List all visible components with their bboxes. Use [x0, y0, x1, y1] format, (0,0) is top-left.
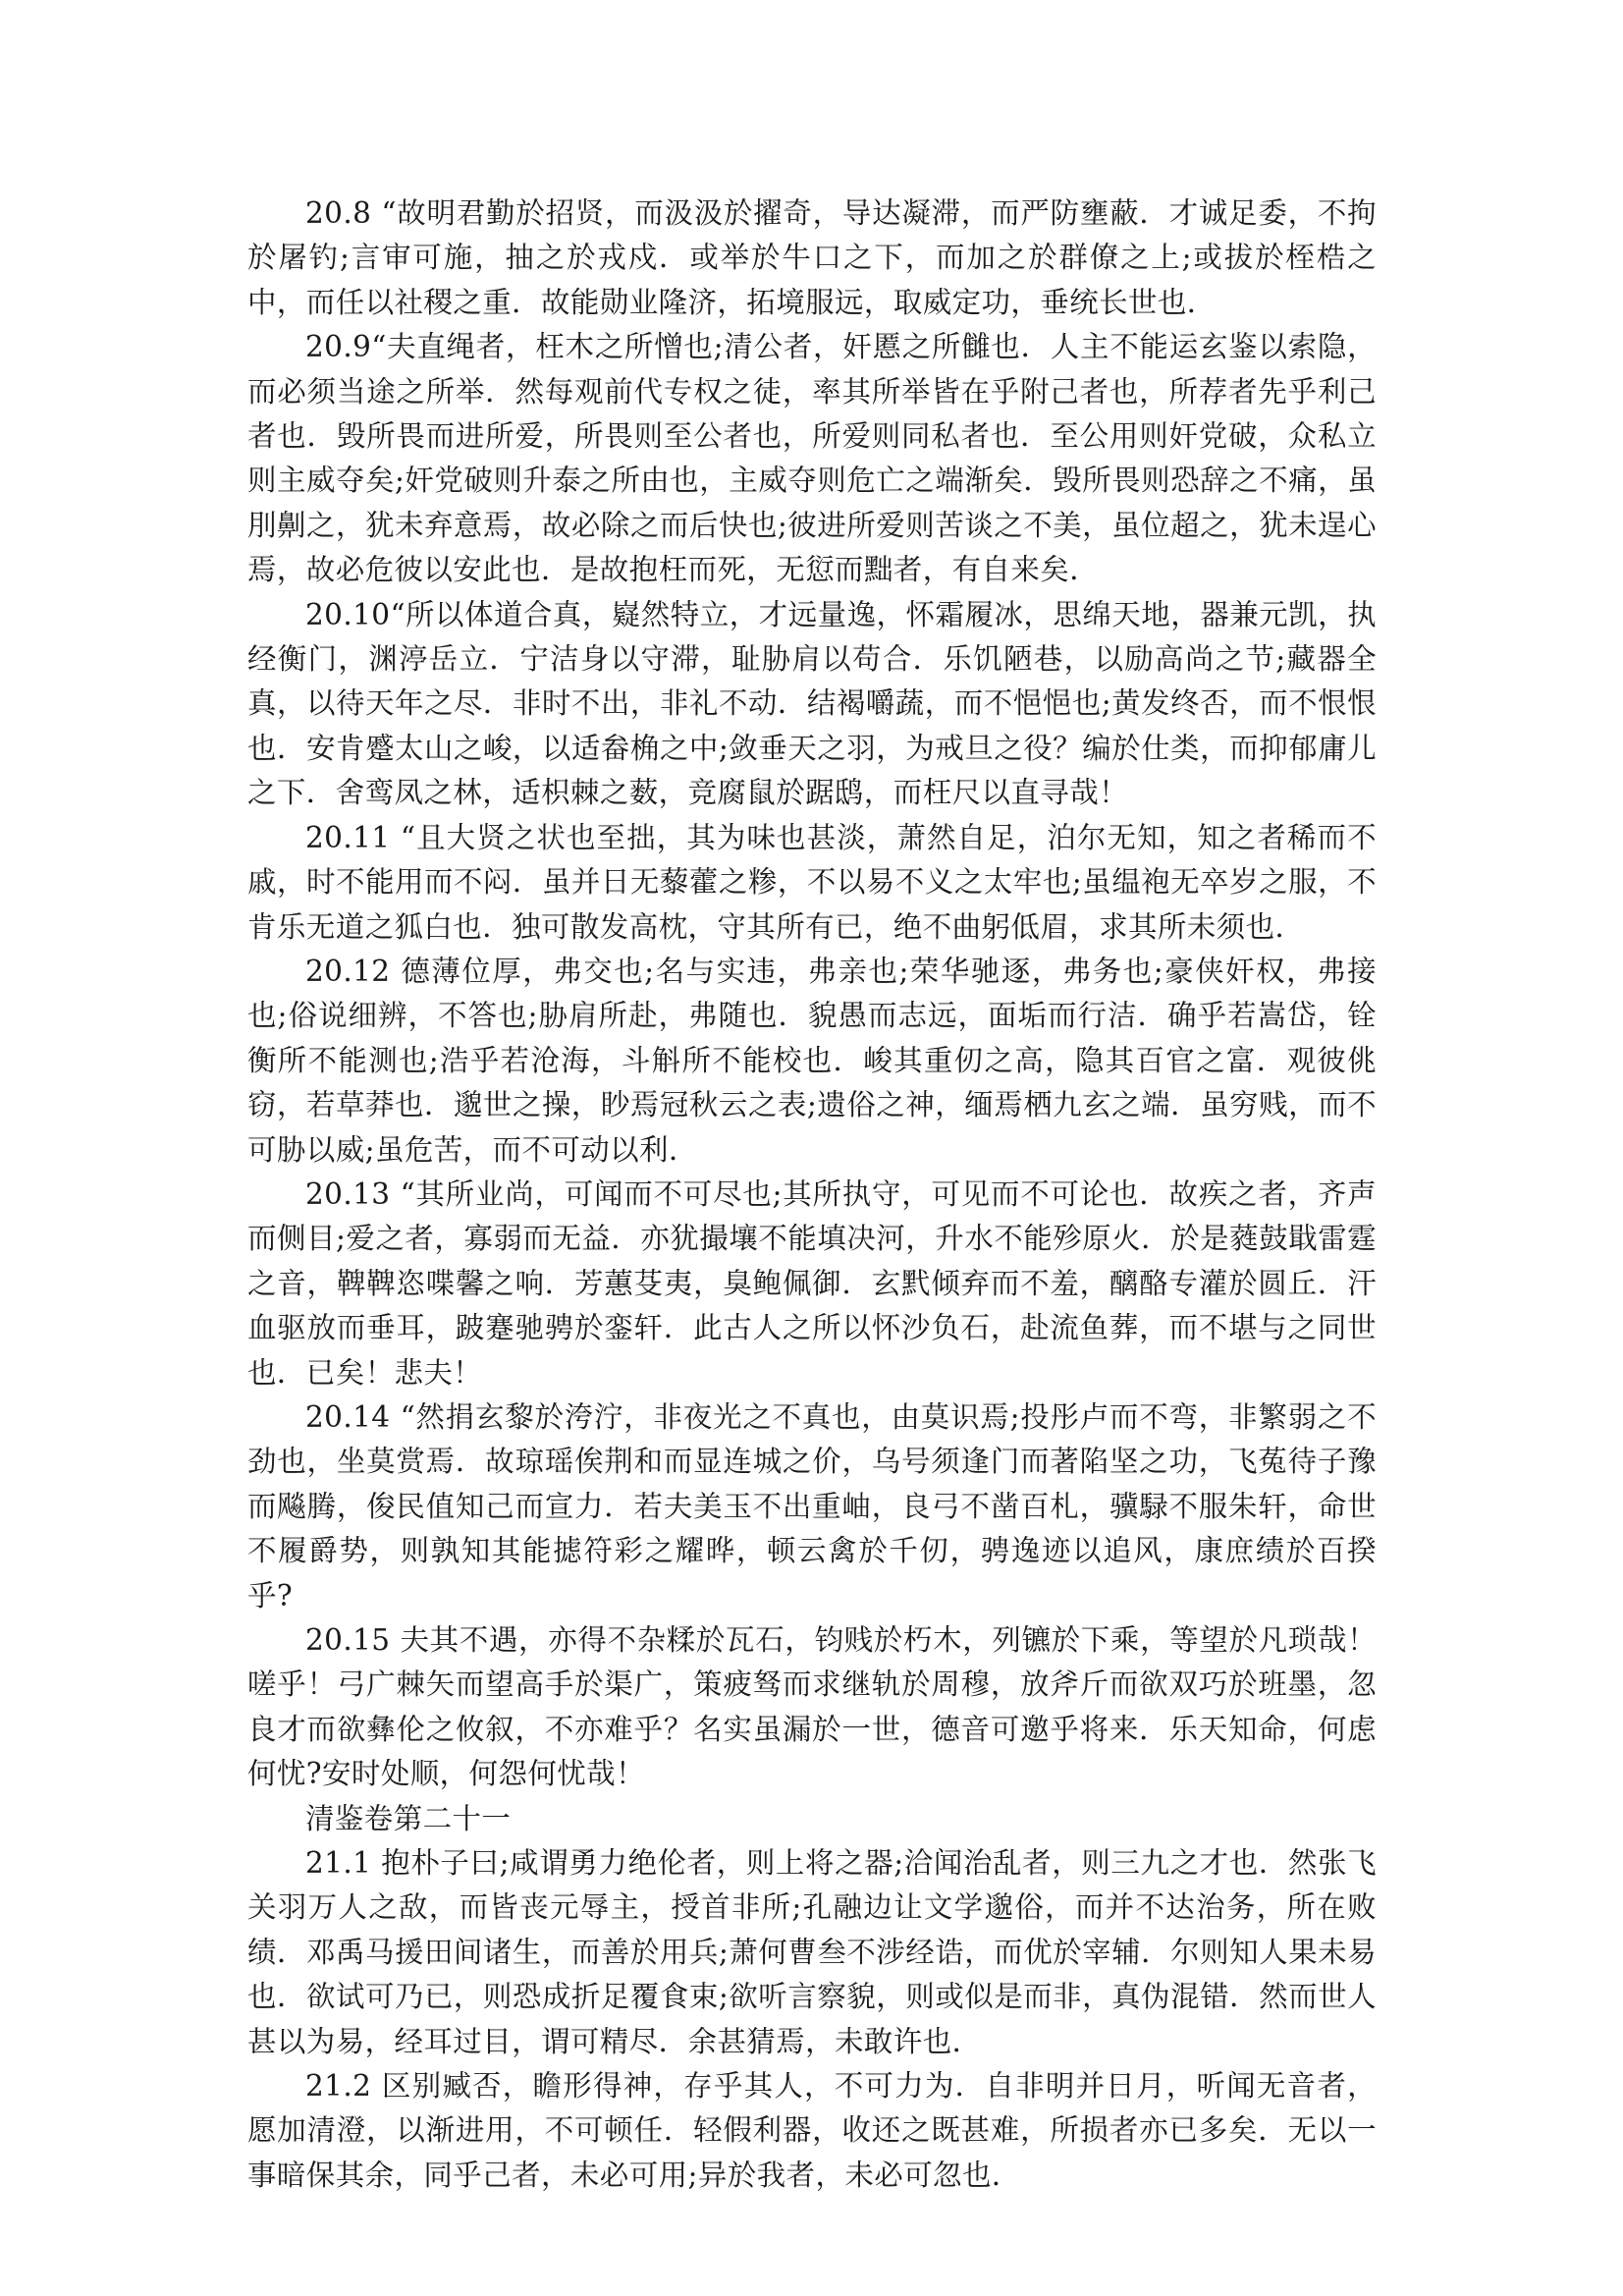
- paragraph-20-12: 20.12 德薄位厚，弗交也;名与实违，弗亲也;荣华驰逐，弗务也;豪侠奸权，弗接也;俗说细辨，不答也;胁肩所赴，弗随也．貌愚而志远，面垢而行洁．确乎若嵩岱，铨衡所不能测也;浩乎若沧海，斗斛所不能校也．峻其重仞之高，隐其百官之富．观彼佻窃，若草莽也．邈世之操，眇焉冠秋云之表;遗俗之神，缅焉栖九玄之端．虽穷贱，而不可胁以威;虽危苦，而不可动以利．: [247, 954, 1377, 1167]
- paragraph-20-14: 20.14 “然捐玄黎於洿泞，非夜光之不真也，由莫识焉;投彤卢而不弯，非繁弱之不劲也，坐莫赏焉．故琼瑶俟荆和而显连城之价，乌号须逢门而著陷坚之功，飞菟待子豫而飚腾，俊民值知己而宣力．若夫美玉不出重岫，良弓不凿百札，骥騄不服朱轩，命世不履爵势，则孰知其能摅符彩之耀晔，顿云禽於千仞，骋逸迹以追风，康庶绩於百揆乎?: [247, 1399, 1377, 1613]
- paragraph-21-2: 21.2 区别臧否，瞻形得神，存乎其人，不可力为．自非明并日月，听闻无音者，愿加清澄，以渐进用，不可顿任．轻假利器，收还之既甚难，所损者亦已多矣．无以一事暗保其余，同乎己者，未必可用;异於我者，未必可忽也．: [247, 2069, 1377, 2192]
- paragraph-20-8: 20.8 “故明君勤於招贤，而汲汲於擢奇，导达凝滞，而严防壅蔽．才诚足委，不拘於屠钓;言审可施，抽之於戎戍．或举於牛口之下，而加之於群僚之上;或拔於桎梏之中，而任以社稷之重．故能勋业隆济，拓境服远，取威定功，垂统长世也．: [247, 196, 1377, 319]
- paragraph-21-1: 21.1 抱朴子曰;咸谓勇力绝伦者，则上将之器;洽闻治乱者，则三九之才也．然张飞关羽万人之敌，而皆丧元辱主，授首非所;孔融边让文学邈俗，而并不达治务，所在败绩．邓禹马援田间诸生，而善於用兵;萧何曹叁不涉经诰，而优於宰辅．尔则知人果未易也．欲试可乃已，则恐成折足覆食束;欲听言察貌，则或似是而非，真伪混错．然而世人甚以为易，经耳过目，谓可精尽．余甚猜焉，未敢许也．: [247, 1846, 1377, 2058]
- document-page: [247, 191, 1377, 2198]
- paragraph-20-15: 20.15 夫其不遇，亦得不杂糅於瓦石，钧贱於朽木，列镳於下乘，等望於凡琐哉！嗟乎！弓广棘矢而望高手於渠广，策疲驽而求继轨於周穆，放斧斤而欲双巧於班墨，忽良才而欲彝伦之攸叙，不亦难乎？名实虽漏於一世，德音可邀乎将来．乐天知命，何虑何忧?安时处顺，何怨何忧哉！: [247, 1623, 1377, 1791]
- paragraph-20-11: 20.11 “且大贤之状也至拙，其为味也甚淡，萧然自足，泊尔无知，知之者稀而不戚，时不能用而不闷．虽并日无藜藿之糁，不以易不义之太牢也;虽缊袍无卒岁之服，不肯乐无道之狐白也．独可散发高枕，守其所有已，绝不曲躬低眉，求其所未须也．: [247, 820, 1377, 944]
- paragraph-20-13: 20.13 “其所业尚，可闻而不可尽也;其所执守，可见而不可论也．故疾之者，齐声而侧目;爱之者，寡弱而无益．亦犹撮壤不能填决河，升水不能殄原火．於是蕤鼓戢雷霆之音，鞞鞞恣喋馨之响．芳蕙芟夷，臭鲍佩御．玄黓倾弃而不羞，醨酪专灌於圆丘．汗血驱放而垂耳，跛蹇驰骋於銮轩．此古人之所以怀沙负石，赴流鱼葬，而不堪与之同世也．已矣！悲夫！: [247, 1176, 1377, 1390]
- paragraph-20-9: 20.9“夫直绳者，枉木之所憎也;清公者，奸慝之所雠也．人主不能运玄鉴以索隐，而必须当途之所举．然每观前代专权之徒，率其所举皆在乎附己者也，所荐者先乎利己者也．毁所畏而进所爱，所畏则至公者也，所爱则同私者也．至公用则奸党破，众私立则主威夺矣;奸党破则升泰之所由也，主威夺则危亡之端渐矣．毁所畏则恐辞之不痛，虽刖劓之，犹未弃意焉，故必除之而后快也;彼进所爱则苦谈之不美，虽位超之，犹未逞心焉，故必危彼以安此也．是故抱枉而死，无愆而黜者，有自来矣．: [247, 330, 1377, 587]
- paragraph-20-10: 20.10“所以体道合真，嶷然特立，才远量逸，怀霜履冰，思绵天地，器兼元凯，执经衡门，渊渟岳立．宁洁身以守滞，耻胁肩以苟合．乐饥陋巷，以励高尚之节;藏器全真，以待天年之尽．非时不出，非礼不动．结褐嚼蔬，而不悒悒也;黄发终否，而不恨恨也．安肯蹙太山之峻，以适畚桷之中;敛垂天之羽，为戒旦之役？编於仕类，而抑郁庸儿之下．舍鸾凤之林，适枳棘之薮，竞腐鼠於踞鸱，而枉尺以直寻哉！: [247, 597, 1377, 810]
- chapter-heading: 清鉴卷第二十一: [305, 1801, 512, 1835]
